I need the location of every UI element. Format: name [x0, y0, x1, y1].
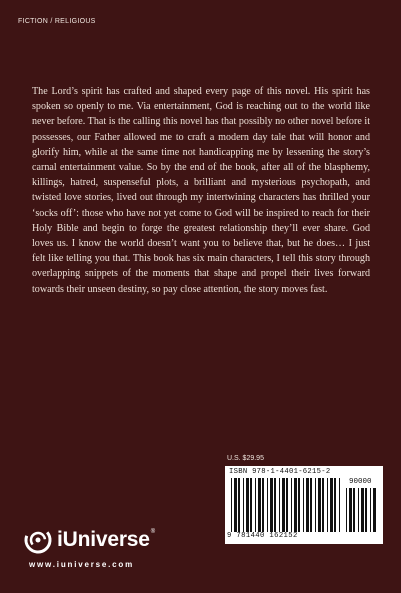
category-label: FICTION / RELIGIOUS	[18, 18, 96, 25]
ean-barcode	[231, 478, 343, 532]
registered-mark: ®	[150, 529, 156, 535]
isbn-label: ISBN 978-1-4401-6215-2	[229, 468, 331, 476]
publisher-name: iUniverse	[57, 528, 150, 551]
addon-barcode	[346, 488, 378, 532]
publisher-url[interactable]: www.iuniverse.com	[29, 560, 134, 569]
iuniverse-swirl-icon	[22, 524, 54, 556]
publisher-logo	[22, 525, 155, 555]
barcode-addon-number: 90000	[349, 478, 372, 486]
back-cover-blurb: The Lord’s spirit has crafted and shaped every page of this novel. His spirit has spoken so openly to me. Via entertainment, God is reaching out to the world like never before. That is the calling this novel has that possibly no other novel before it possesses, our Father allowed me to craft a modern day tale that will honor and glorify him, while at the same time not handicapping me by lessening the story’s carnal entertainment value. So by the end of the book, after all of the blasphemy, killings, hatred, suspenseful plots, a brilliant and mysterious psychopath, and twisted love stories, lived out through my intertwining characters has thrilled your ‘socks off’: those who have not yet come to God will be inspired to reach for their Holy Bible and begin to forge the greatest relationship they’ll ever share. God loves us. I know the world doesn’t want you to believe that, but he does… I just felt like telling you that. This book has six main characters, I tell this story through overlapping snippets of the moments that shape and propel their lives forward towards their unseen destiny, so pay close attention, the story moves fast.	[32, 86, 370, 295]
price-label: U.S. $29.95	[227, 455, 264, 462]
barcode-box	[225, 466, 383, 544]
barcode-digits: 9 781440 162152	[227, 532, 298, 540]
